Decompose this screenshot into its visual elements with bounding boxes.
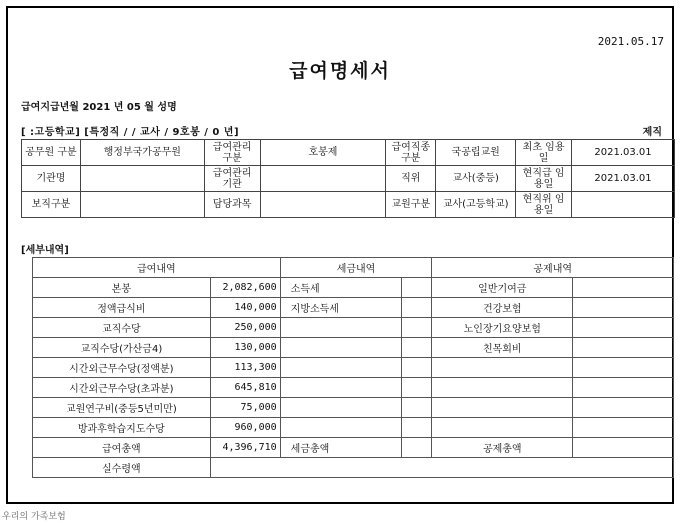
pay-label: 본봉 [33,278,211,298]
employee-info-table [21,139,675,218]
pay-total-label: 급여총액 [33,438,211,458]
info-cell: 교원구분 [386,192,436,218]
tax-amount [402,298,432,318]
organization-line: [ :고등학교] [특정직 / / 교사 / 9호봉 / 0 년] [21,127,240,138]
tax-amount [402,338,432,358]
deduct-label: 일반기여금 [432,278,573,298]
tax-amount [402,358,432,378]
deduct-label [432,418,573,438]
tax-label [280,378,402,398]
deduct-amount [573,278,674,298]
info-row [22,166,675,192]
pay-label: 방과후학습지도수당 [33,418,211,438]
info-cell: 현직위 임용일 [516,192,572,218]
pay-amount: 960,000 [210,418,280,438]
document-frame [6,6,674,504]
info-cell: 급여관리 구분 [204,140,260,166]
section-title: [세부내역] [21,245,69,256]
page-title: 급여명세서 [289,60,391,82]
info-cell [260,192,386,218]
deduct-total-amount [573,438,674,458]
info-cell [572,192,675,218]
tax-label: 소득세 [280,278,402,298]
tax-label: 지방소득세 [280,298,402,318]
deduct-label [432,398,573,418]
pay-amount: 140,000 [210,298,280,318]
info-cell: 급여관리 기관 [204,166,260,192]
footer-note: 우리의 가족보험 [2,512,66,522]
deduct-label: 건강보험 [432,298,573,318]
tax-amount [402,418,432,438]
table-row [33,378,674,398]
table-row [33,278,674,298]
tax-label [280,398,402,418]
detail-table [32,257,674,478]
pay-label: 시간외근무수당(정액분) [33,358,211,378]
info-cell: 최초 임용일 [516,140,572,166]
deduct-amount [573,298,674,318]
info-cell: 행정부국가공무원 [80,140,204,166]
info-cell [80,166,204,192]
info-cell: 국공립교원 [436,140,516,166]
info-cell: 공무원 구분 [22,140,81,166]
deduct-amount [573,338,674,358]
info-cell: 교사(고등학교) [436,192,516,218]
tax-label [280,318,402,338]
net-row [33,458,674,478]
pay-header: 급여내역 [33,258,281,278]
table-row [33,298,674,318]
pay-amount: 75,000 [210,398,280,418]
table-row [33,338,674,358]
tax-amount [402,398,432,418]
detail-header-row [33,258,674,278]
info-cell: 현직급 임용일 [516,166,572,192]
pay-amount: 113,300 [210,358,280,378]
pay-label: 교직수당(가산금4) [33,338,211,358]
deduct-amount [573,358,674,378]
pay-label: 정액급식비 [33,298,211,318]
deduct-amount [573,418,674,438]
info-cell [260,166,386,192]
info-cell: 교사(중등) [436,166,516,192]
table-row [33,418,674,438]
issue-date: 2021.05.17 [597,35,664,48]
info-row [22,140,675,166]
tax-label [280,338,402,358]
status-label: 제직 [642,127,662,138]
info-cell: 호봉제 [260,140,386,166]
deduct-amount [573,318,674,338]
tax-amount [402,318,432,338]
info-cell: 기관명 [22,166,81,192]
tax-total-label: 세금총액 [280,438,402,458]
pay-label: 교직수당 [33,318,211,338]
info-cell: 담당과목 [204,192,260,218]
info-cell [80,192,204,218]
deduct-label: 친목회비 [432,338,573,358]
info-cell: 급여직종 구분 [386,140,436,166]
table-row [33,358,674,378]
pay-label: 시간외근무수당(초과분) [33,378,211,398]
deduct-label [432,378,573,398]
info-cell: 2021.03.01 [572,140,675,166]
deduct-label: 노인장기요양보험 [432,318,573,338]
table-row [33,398,674,418]
pay-amount: 2,082,600 [210,278,280,298]
pay-period-line: 급여지급년월 2021 년 05 월 성명 [21,102,177,113]
pay-amount: 645,810 [210,378,280,398]
tax-label [280,358,402,378]
tax-total-amount [402,438,432,458]
info-cell: 2021.03.01 [572,166,675,192]
deduct-amount [573,398,674,418]
table-row [33,318,674,338]
info-cell: 보직구분 [22,192,81,218]
net-label: 실수령액 [33,458,211,478]
totals-row [33,438,674,458]
tax-amount [402,378,432,398]
net-amount [210,458,673,478]
tax-amount [402,278,432,298]
pay-total-amount: 4,396,710 [210,438,280,458]
deduct-total-label: 공제총액 [432,438,573,458]
deduct-amount [573,378,674,398]
tax-header: 세금내역 [280,258,432,278]
pay-label: 교원연구비(중등5년미만) [33,398,211,418]
info-cell: 직위 [386,166,436,192]
tax-label [280,418,402,438]
pay-amount: 250,000 [210,318,280,338]
deduct-label [432,358,573,378]
pay-amount: 130,000 [210,338,280,358]
info-row [22,192,675,218]
deduct-header: 공제내역 [432,258,674,278]
